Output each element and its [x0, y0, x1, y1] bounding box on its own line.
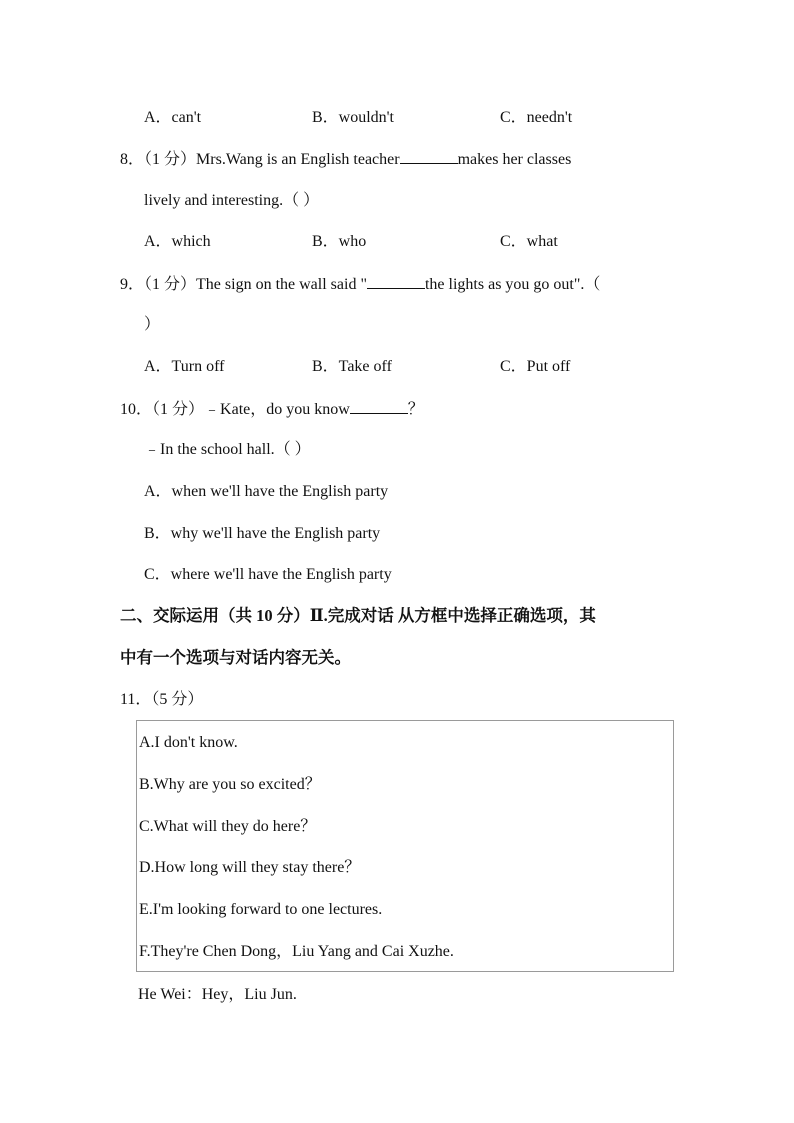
- q9-option-c: C．Put off: [500, 358, 571, 375]
- q9-number: 9．: [120, 276, 145, 293]
- box-option-f: F.They're Chen Dong，Liu Yang and Cai Xuzhe.: [139, 943, 454, 960]
- q11-score: （5 分）: [151, 691, 204, 708]
- box-option-b: B.Why are you so excited？: [139, 776, 321, 793]
- q7-option-c: C．needn't: [500, 109, 573, 126]
- q9-score: （1 分）: [144, 276, 197, 293]
- q9-text-before: The sign on the wall said ": [196, 276, 367, 293]
- q8-option-c: C．what: [500, 233, 558, 250]
- q8-blank: [400, 149, 458, 164]
- q8-option-a: A．which: [144, 233, 211, 250]
- box-option-d: D.How long will they stay there？: [139, 859, 361, 876]
- q7-option-a: A．can't: [144, 109, 202, 126]
- q8-stem: [120, 149, 571, 170]
- q10-text-after: ？: [407, 401, 424, 418]
- q8-stem-line2: lively and interesting.（ ）: [144, 192, 320, 209]
- q7-option-b: B．wouldn't: [312, 109, 395, 126]
- q8-text-after: makes her classes: [457, 151, 572, 168]
- q9-stem: [120, 274, 600, 295]
- box-option-a: A.I don't know.: [139, 734, 238, 751]
- q8-score: （1 分）: [144, 151, 197, 168]
- q9-option-a: A．Turn off: [144, 358, 225, 375]
- q8-number: 8．: [120, 151, 145, 168]
- q10-option-a: A．when we'll have the English party: [144, 483, 389, 500]
- q10-option-b: B．why we'll have the English party: [144, 525, 381, 542]
- q10-stem: [120, 399, 424, 420]
- q9-blank: [367, 274, 425, 289]
- q10-text-before: ﹣Kate，do you know: [204, 401, 350, 418]
- q10-stem-line2: ﹣In the school hall.（ ）: [144, 441, 311, 458]
- q11-stem: [120, 690, 203, 710]
- q10-number: 10．: [120, 401, 153, 418]
- q9-stem-line2: ）: [144, 316, 161, 333]
- q9-option-b: B．Take off: [312, 358, 392, 375]
- q9-text-after: the lights as you go out".（: [424, 276, 601, 293]
- section-heading-line2: 中有一个选项与对话内容无关。: [120, 648, 351, 667]
- box-option-e: E.I'm looking forward to one lectures.: [139, 901, 383, 918]
- q8-option-b: B．who: [312, 233, 367, 250]
- q11-number: 11．: [120, 691, 152, 708]
- q10-score: （1 分）: [152, 401, 205, 418]
- q10-blank: [350, 399, 408, 414]
- box-option-c: C.What will they do here？: [139, 818, 317, 835]
- dialogue-line: He Wei：Hey，Liu Jun.: [138, 986, 297, 1003]
- q10-option-c: C．where we'll have the English party: [144, 566, 392, 583]
- options-box: [136, 720, 674, 972]
- section-heading: 二、交际运用（共 10 分）Ⅱ.完成对话 从方框中选择正确选项，其: [120, 606, 596, 625]
- q8-text-before: Mrs.Wang is an English teacher: [196, 151, 400, 168]
